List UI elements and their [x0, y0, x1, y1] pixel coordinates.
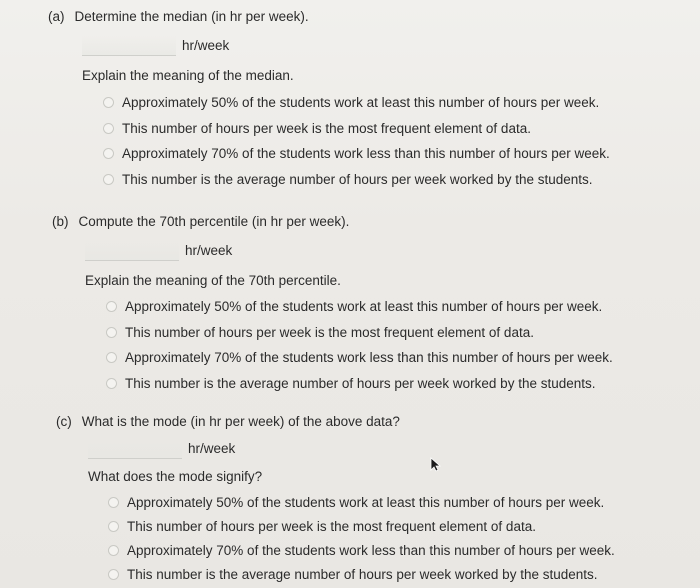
part-b-options — [106, 294, 613, 396]
radio-button[interactable] — [108, 545, 119, 556]
part-a-option-3[interactable]: Approximately 70% of the students work less than this number of hours per week. — [103, 141, 610, 167]
part-c-label: (c) — [56, 414, 72, 429]
part-c-option-2[interactable]: This number of hours per week is the most frequent element of data. — [108, 514, 615, 538]
part-a-question-text: Determine the median (in hr per week). — [74, 9, 309, 24]
part-a-unit: hr/week — [182, 38, 230, 53]
radio-button[interactable] — [106, 378, 117, 389]
part-b-explain-prompt: Explain the meaning of the 70th percentile. — [85, 273, 341, 288]
part-b-unit: hr/week — [185, 243, 233, 258]
radio-button[interactable] — [108, 497, 119, 508]
part-c-option-1[interactable]: Approximately 50% of the students work at least this number of hours per week. — [108, 490, 615, 514]
radio-button[interactable] — [103, 123, 114, 134]
part-a-option-1[interactable]: Approximately 50% of the students work at least this number of hours per week. — [103, 90, 610, 116]
part-c-question-text: What is the mode (in hr per week) of the above data? — [81, 414, 400, 429]
part-b-option-1[interactable]: Approximately 50% of the students work at least this number of hours per week. — [106, 294, 613, 320]
part-c-question — [56, 414, 400, 429]
radio-button[interactable] — [108, 569, 119, 580]
part-a-options — [103, 90, 610, 192]
radio-button[interactable] — [106, 327, 117, 338]
mouse-pointer-icon — [429, 456, 443, 472]
part-c-explain-prompt: What does the mode signify? — [88, 469, 263, 484]
part-a-answer-row — [82, 34, 229, 56]
part-b-option-2[interactable]: This number of hours per week is the most frequent element of data. — [106, 320, 613, 346]
percentile-input[interactable] — [85, 240, 179, 261]
part-b-label: (b) — [52, 214, 69, 229]
radio-button[interactable] — [108, 521, 119, 532]
median-input[interactable] — [82, 35, 176, 56]
part-a-question — [48, 9, 309, 24]
radio-button[interactable] — [106, 301, 117, 312]
part-b-question-text: Compute the 70th percentile (in hr per week). — [78, 214, 350, 229]
radio-button[interactable] — [103, 148, 114, 159]
part-a-explain-prompt: Explain the meaning of the median. — [82, 68, 294, 83]
part-c-answer-row — [88, 437, 235, 459]
part-b-question — [52, 214, 349, 229]
part-c-unit: hr/week — [188, 441, 236, 456]
radio-button[interactable] — [103, 97, 114, 108]
part-c-options — [108, 490, 615, 586]
part-b-option-3[interactable]: Approximately 70% of the students work less than this number of hours per week. — [106, 345, 613, 371]
part-c-option-4[interactable]: This number is the average number of hours per week worked by the students. — [108, 562, 615, 586]
part-a-label: (a) — [48, 9, 65, 24]
part-a-option-2[interactable]: This number of hours per week is the most frequent element of data. — [103, 116, 610, 142]
radio-button[interactable] — [103, 174, 114, 185]
part-c-option-3[interactable]: Approximately 70% of the students work less than this number of hours per week. — [108, 538, 615, 562]
radio-button[interactable] — [106, 352, 117, 363]
part-b-option-4[interactable]: This number is the average number of hours per week worked by the students. — [106, 371, 613, 397]
part-b-answer-row — [85, 239, 232, 261]
mode-input[interactable] — [88, 438, 182, 459]
part-a-option-4[interactable]: This number is the average number of hours per week worked by the students. — [103, 167, 610, 193]
